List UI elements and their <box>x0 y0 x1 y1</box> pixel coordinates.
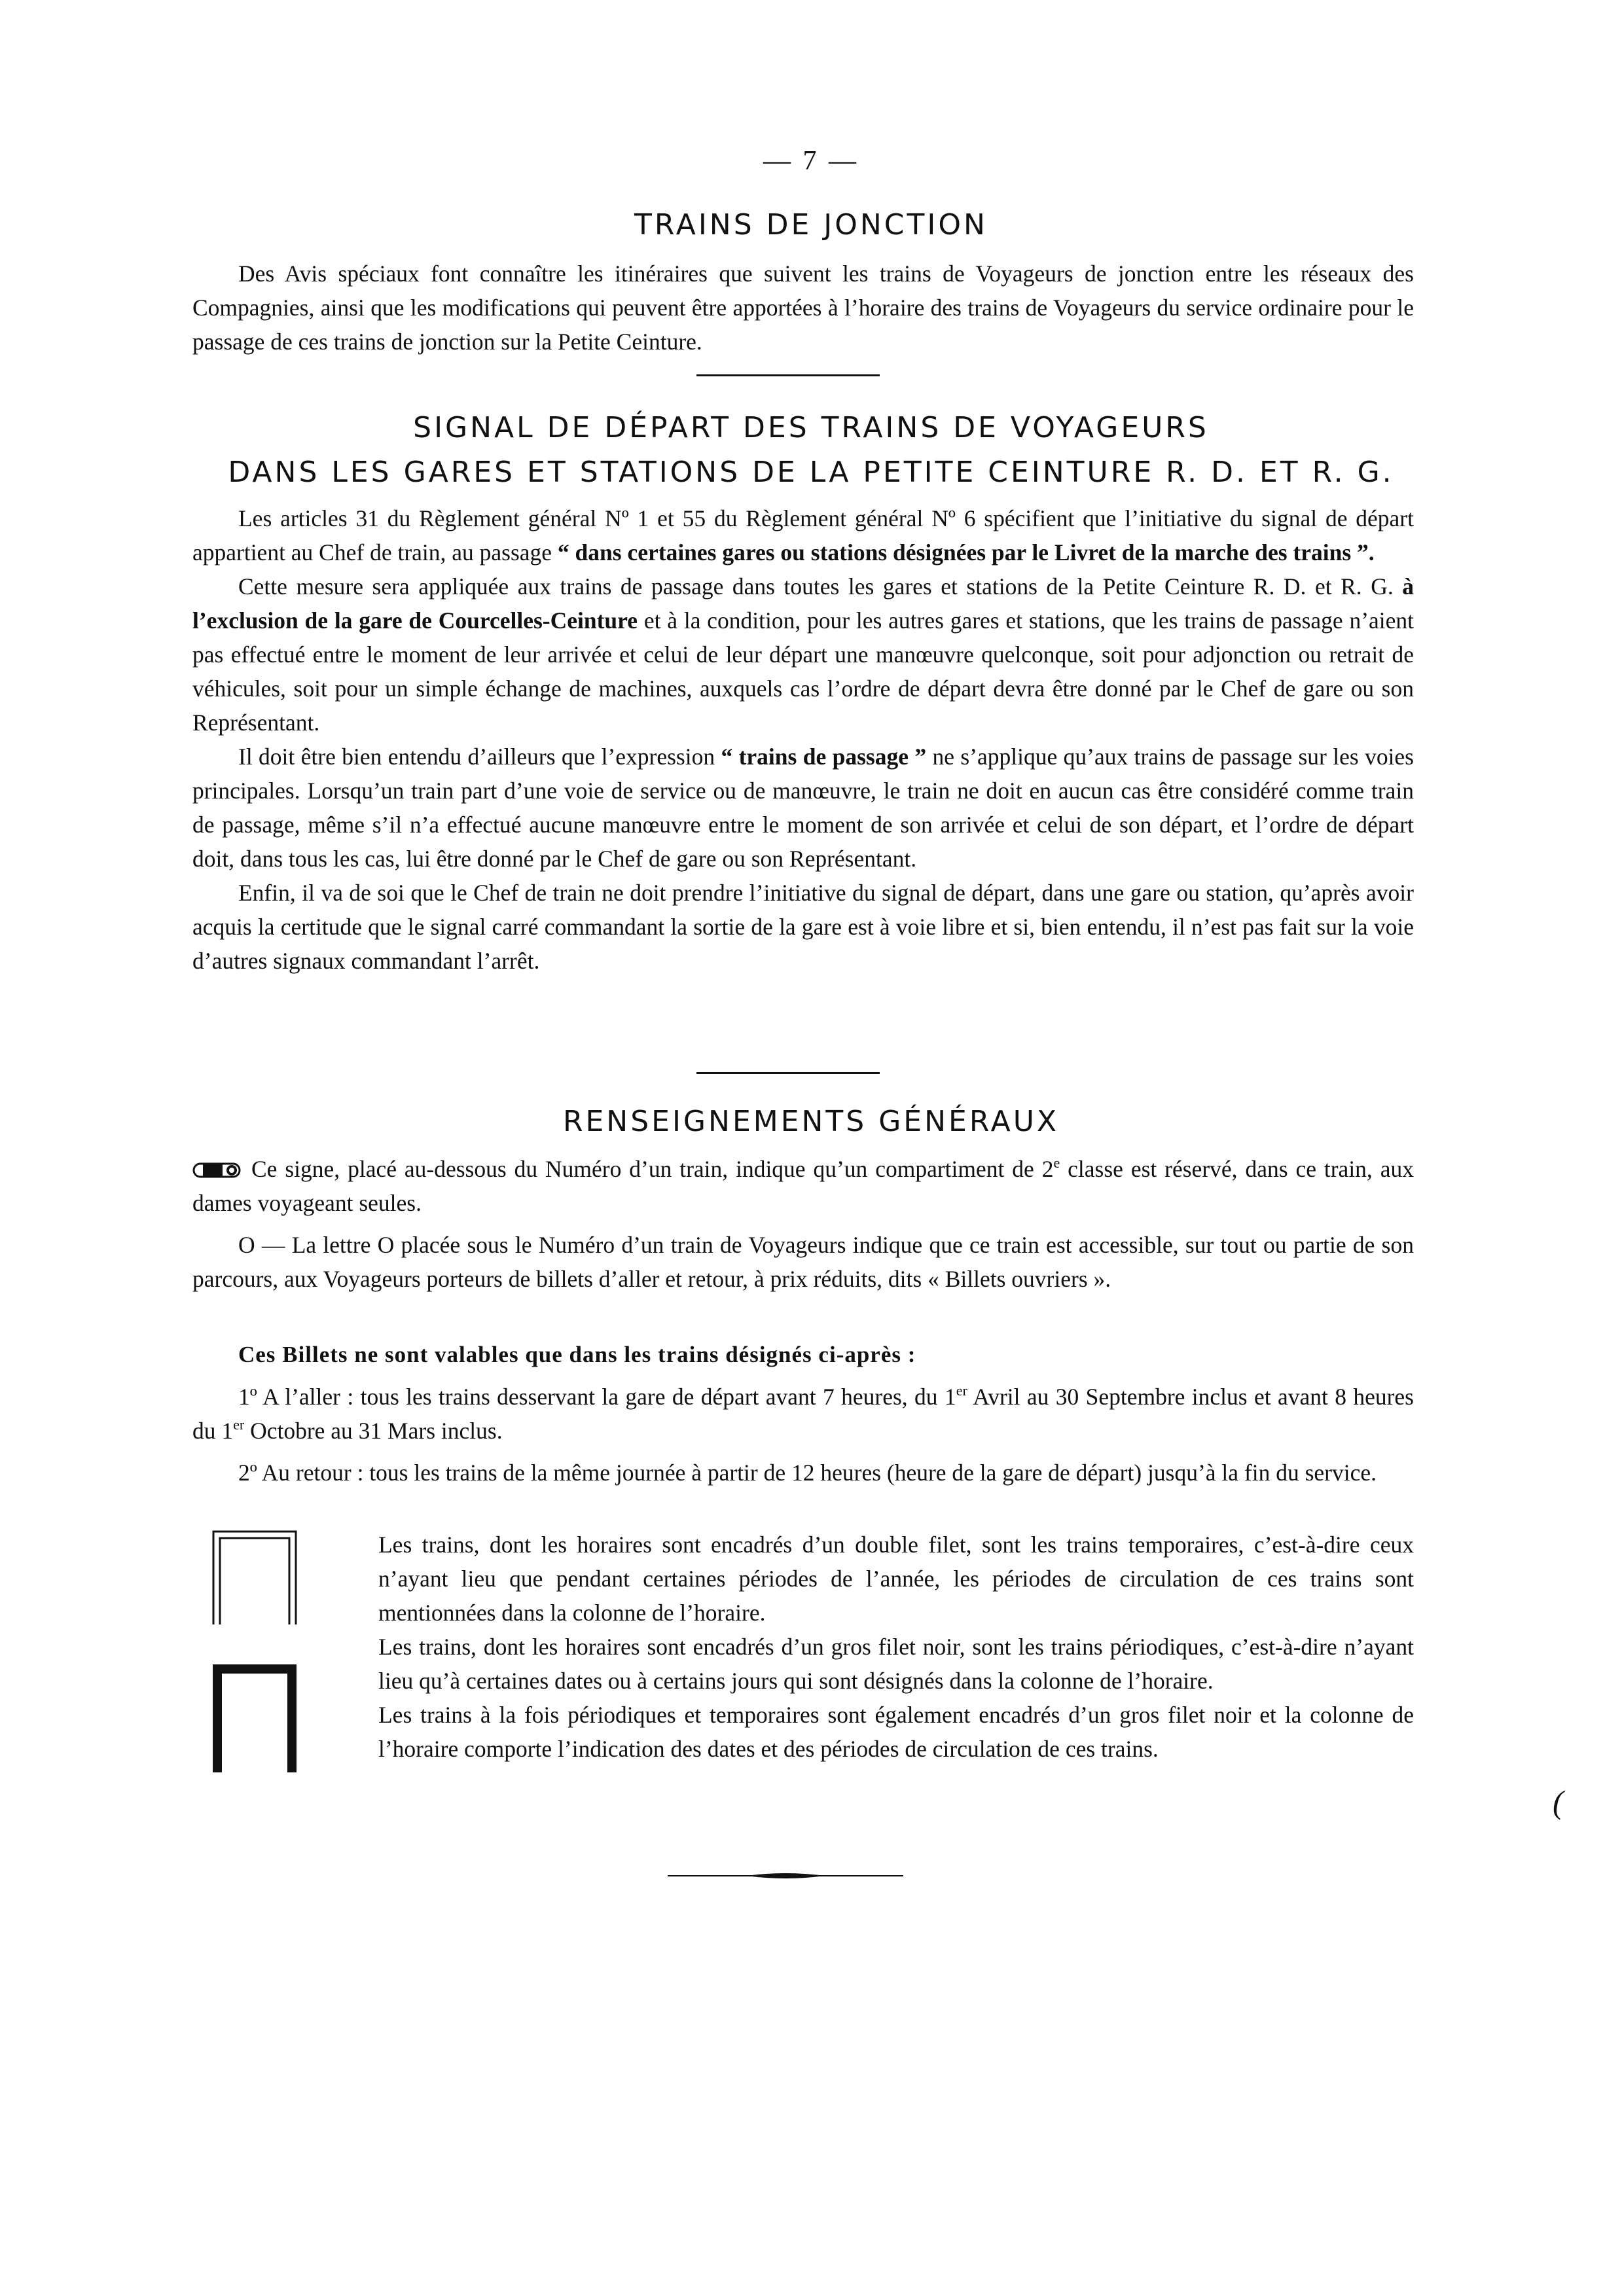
signal-p3-bold: “ trains de passage ” <box>721 744 927 770</box>
signal-p2-bold: à l’exclusion de la gare de Courcelles-Ceinture <box>192 573 1414 634</box>
signal-p2-end: et à la condition, pour les autres gares et stations, que les trains de passage n’aient pas effectué entre le moment de leur arrivée et celui de leur départ une manœuvre quelconque, soit pour adjonction ou retrait de véhicules, soit pour un simple échange de machines, auxquels cas l’ordre de départ devra être donné par le Chef de gare ou son Représentant. <box>192 607 1415 736</box>
aller-paragraph <box>192 1380 1414 1448</box>
aller-text-a: 1º A l’aller : tous les trains desservant la gare de départ avant 7 heures, du 1 <box>238 1384 956 1410</box>
section-divider <box>696 374 880 376</box>
signal-p2-text: Cette mesure sera appliquée aux trains de passage dans toutes les gares et stations de la Petite Ceinture R. D. et R. G. <box>238 573 1403 600</box>
section-title-signal-line2: DANS LES GARES ET STATIONS DE LA PETITE CEINTURE R. D. ET R. G. <box>228 456 1394 489</box>
dames-text-end: classe est réservé, dans ce train, aux dames voyageant seules. <box>192 1156 1414 1216</box>
aller-text-b: Avril au 30 Septembre inclus et avant 8 heures du 1 <box>192 1384 1414 1444</box>
aller-text-c: Octobre au 31 Mars inclus. <box>244 1418 503 1444</box>
dames-paragraph <box>192 1152 1414 1220</box>
double-rule-frame-icon <box>211 1529 298 1624</box>
dames-sup: e <box>1053 1155 1060 1171</box>
signal-p1-bold: “ dans certaines gares ou stations désignées par le Livret de la marche des trains ”. <box>557 539 1375 565</box>
section-title-renseignements: RENSEIGNEMENTS GÉNÉRAUX <box>562 1105 1060 1138</box>
margin-mark: ( <box>1553 1784 1564 1820</box>
section-divider <box>696 1072 880 1074</box>
section-title-signal-line1: SIGNAL DE DÉPART DES TRAINS DE VOYAGEURS <box>413 411 1209 444</box>
renseignements-intro <box>192 1152 1414 1296</box>
billets-title: Ces Billets ne sont valables que dans les trains désignés ci-après : <box>238 1342 916 1367</box>
aller-sup-2: er <box>233 1416 245 1433</box>
signal-p3-text: Il doit être bien entendu d’ailleurs que l’expression <box>238 744 721 770</box>
billets-conditions <box>192 1380 1414 1490</box>
retour-paragraph: 2º Au retour : tous les trains de la même journée à partir de 12 heures (heure de la gare de départ) jusqu’à la fin du service. <box>238 1460 1377 1486</box>
ladies-compartment-sign-icon <box>192 1160 245 1179</box>
signal-paragraphs <box>192 501 1414 978</box>
jonction-paragraph <box>192 257 1414 359</box>
dames-text: Ce signe, placé au-dessous du Numéro d’un train, indique qu’un compartiment de 2 <box>251 1156 1054 1182</box>
temporaires-paragraph: Les trains, dont les horaires sont encadrés d’un double filet, sont les trains temporaires, c’est-à-dire ceux n’ayant lieu que pendant certaines périodes de l’année, les périodes de circulation de ces trains sont mentionnées dans la colonne de l’horaire. <box>378 1532 1414 1626</box>
thick-rule-frame-icon <box>211 1662 298 1772</box>
section-title-jonction: TRAINS DE JONCTION <box>634 208 988 242</box>
signal-paragraph-1 <box>192 501 1414 569</box>
periodiques-paragraph: Les trains, dont les horaires sont encadrés d’un gros filet noir, sont les trains périodiques, c’est-à-dire n’ayant lieu qu’à certaines dates ou à certains jours qui sont désignés dans la colonne de l’horaire. <box>378 1634 1414 1694</box>
signal-p3-end: ne s’applique qu’aux trains de passage sur les voies principales. Lorsqu’un train part d’une voie de service ou de manœuvre, le train ne doit en aucun cas être considéré comme train de passage, même s’il n’a effectué aucune manœuvre entre le moment de son arrivée et celui de son départ, et l’ordre de départ doit, dans tous les cas, lui être donné par le Chef de gare ou son Représentant. <box>192 744 1414 872</box>
signal-p1-text: Les articles 31 du Règlement général Nº 1 et 55 du Règlement général Nº 6 spécifient que l’initiative du signal de départ appartient au Chef de train, au passage <box>192 505 1414 565</box>
signal-paragraph-2 <box>192 569 1414 740</box>
frame-legend <box>378 1528 1414 1766</box>
ouvriers-paragraph: O — La lettre O placée sous le Numéro d’un train de Voyageurs indique que ce train est accessible, sur tout ou partie de son parcours, aux Voyageurs porteurs de billets d’aller et retour, à prix réduits, dits « Billets ouvriers ». <box>192 1232 1414 1292</box>
jonction-text: Des Avis spéciaux font connaître les itinéraires que suivent les trains de Voyageurs de jonction entre les réseaux des Compagnies, ainsi que les modifications qui peuvent être apportées à l’horaire des trains de Voyageurs du service ordinaire pour le passage de ces trains de jonction sur la Petite Ceinture. <box>192 260 1414 355</box>
mixtes-paragraph: Les trains à la fois périodiques et temporaires sont également encadrés d’un gros filet noir et la colonne de l’horaire comporte l’indication des dates et des périodes de circulation de ces trains. <box>378 1702 1414 1762</box>
signal-paragraph-3 <box>192 740 1414 876</box>
end-ornament <box>668 1869 903 1882</box>
aller-sup-1: er <box>956 1382 967 1399</box>
page-number: — 7 — <box>763 146 859 176</box>
signal-paragraph-4: Enfin, il va de soi que le Chef de train ne doit prendre l’initiative du signal de départ, dans une gare ou station, qu’après avoir acquis la certitude que le signal carré commandant la sortie de la gare est à voie libre et si, bien entendu, il n’est pas fait sur la voie d’autres signaux commandant l’arrêt. <box>192 880 1414 974</box>
